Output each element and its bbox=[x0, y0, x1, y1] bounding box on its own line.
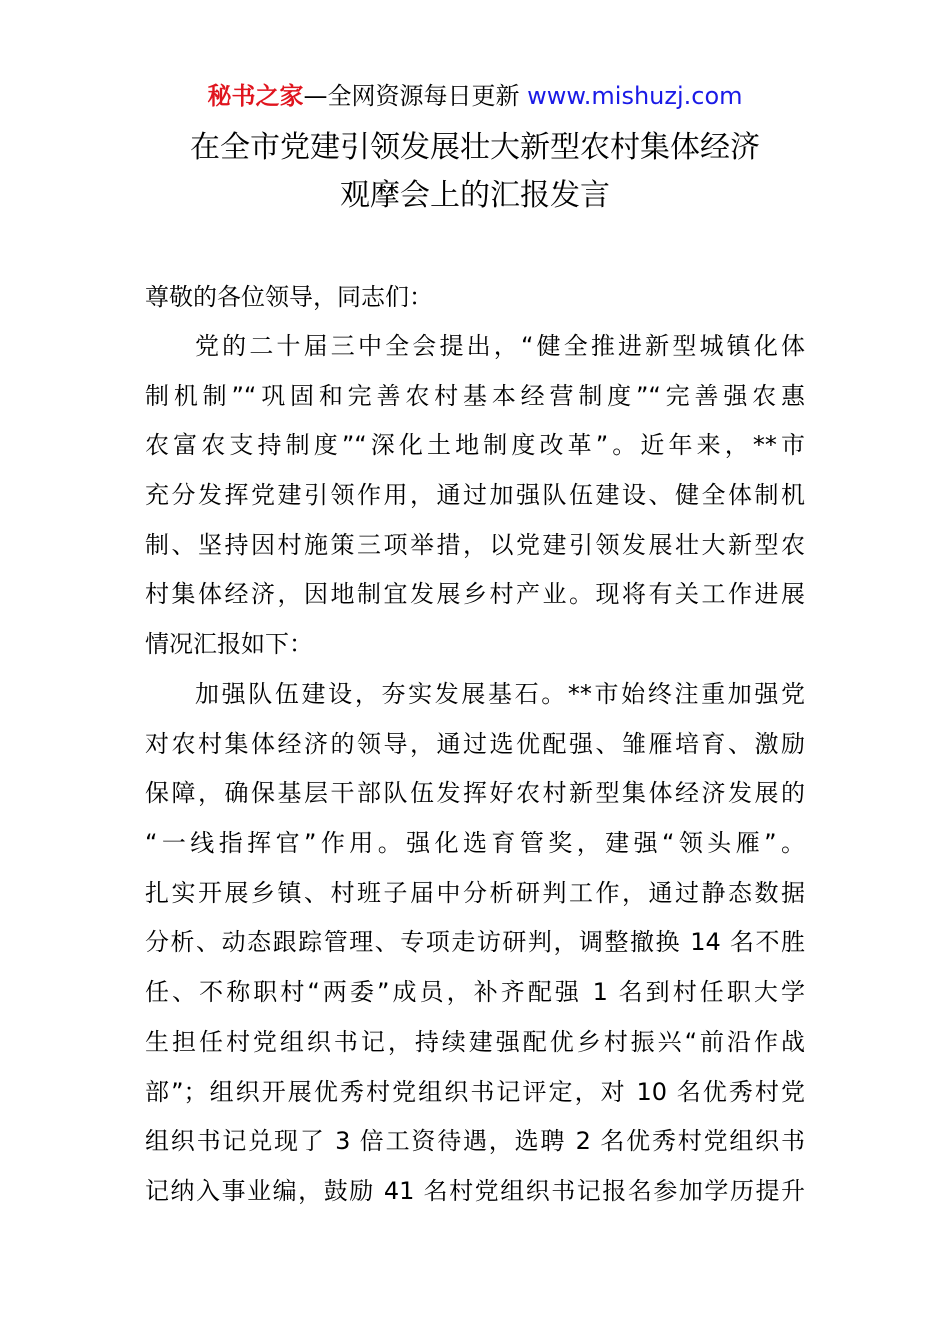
paragraph-line: 制、坚持因村施策三项举措，以党建引领发展壮大新型农 bbox=[145, 530, 805, 559]
paragraph-line: 对农村集体经济的领导，通过选优配强、雏雁培育、激励 bbox=[145, 729, 805, 758]
paragraph-line: 情况汇报如下： bbox=[145, 630, 313, 659]
paragraph-line: 制机制”“巩固和完善农村基本经营制度”“完善强农惠 bbox=[145, 381, 805, 410]
paragraph-line: 扎实开展乡镇、村班子届中分析研判工作，通过静态数据 bbox=[145, 878, 805, 907]
paragraph-line: 部”；组织开展优秀村党组织书记评定，对 10 名优秀村党 bbox=[145, 1077, 805, 1106]
salutation: 尊敬的各位领导，同志们： bbox=[145, 283, 433, 311]
paragraph-line: 记纳入事业编，鼓励 41 名村党组织书记报名参加学历提升 bbox=[145, 1176, 805, 1205]
paragraph-line: “一线指挥官”作用。强化选育管奖，建强“领头雁”。 bbox=[145, 829, 805, 858]
paragraph-line: 任、不称职村“两委”成员，补齐配强 1 名到村任职大学 bbox=[145, 978, 805, 1007]
paragraph-2 bbox=[145, 670, 805, 1217]
document-title-line-1: 在全市党建引领发展壮大新型农村集体经济 bbox=[190, 130, 760, 165]
paragraph-line: 保障，确保基层干部队伍发挥好农村新型集体经济发展的 bbox=[145, 779, 805, 808]
paragraph-line: 党的二十届三中全会提出，“健全推进新型城镇化体 bbox=[195, 332, 805, 360]
brand-name: 秘书之家 bbox=[207, 82, 304, 110]
paragraph-line: 充分发挥党建引领作用，通过加强队伍建设、健全体制机 bbox=[145, 481, 805, 510]
paragraph-line: 分析、动态跟踪管理、专项走访研判，调整撤换 14 名不胜 bbox=[145, 928, 805, 957]
paragraph-1 bbox=[145, 322, 805, 670]
site-header bbox=[0, 80, 950, 112]
paragraph-line: 加强队伍建设，夯实发展基石。**市始终注重加强党 bbox=[195, 680, 805, 708]
document-title-line-2: 观摩会上的汇报发言 bbox=[340, 178, 610, 213]
site-url-link[interactable]: www.mishuzj.com bbox=[527, 82, 743, 110]
paragraph-line: 生担任村党组织书记，持续建强配优乡村振兴“前沿作战 bbox=[145, 1027, 805, 1056]
paragraph-line: 村集体经济，因地制宜发展乡村产业。现将有关工作进展 bbox=[145, 580, 805, 609]
paragraph-line: 组织书记兑现了 3 倍工资待遇，选聘 2 名优秀村党组织书 bbox=[145, 1127, 805, 1156]
paragraph-line: 农富农支持制度”“深化土地制度改革”。近年来，**市 bbox=[145, 431, 805, 460]
header-tagline: —全网资源每日更新 bbox=[303, 82, 520, 110]
